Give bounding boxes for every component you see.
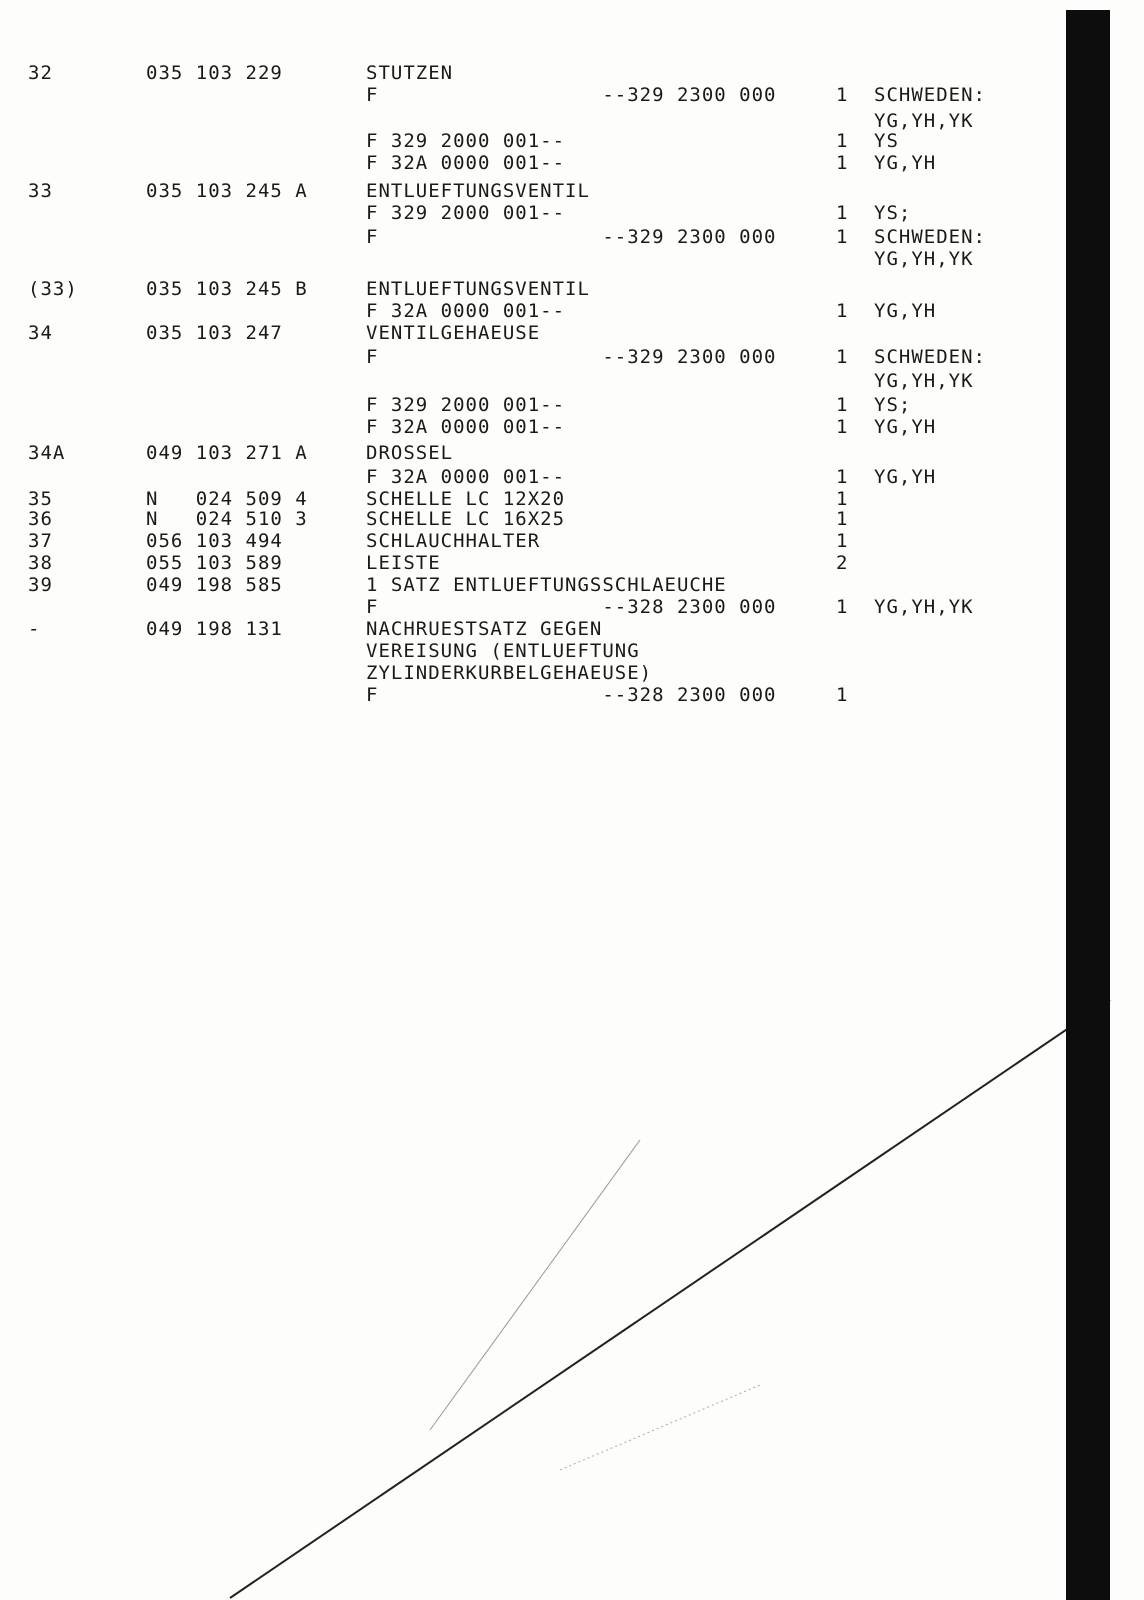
table-row [0,530,1060,552]
table-row [0,110,1060,132]
cell-desc: DROSSEL [366,442,454,464]
cell-note: YG,YH,YK [874,248,974,270]
cell-desc: F 32A 0000 001-- [366,300,566,322]
cell-part: 049 198 131 [146,618,283,640]
cell-pos: 34A [28,442,66,464]
table-row [0,62,1060,84]
table-row [0,226,1060,248]
table-row [0,574,1060,596]
cell-desc: LEISTE [366,552,441,574]
cell-desc: ENTLUEFTUNGSVENTIL [366,278,590,300]
cell-qty: 1 [836,346,849,368]
cell-desc: SCHELLE LC 12X20 [366,488,566,510]
cell-note: YG,YH,YK [874,110,974,132]
table-row [0,596,1060,618]
table-row [0,370,1060,392]
cell-part: N 024 510 3 [146,508,308,530]
table-row [0,84,1060,106]
cell-note: YG,YH,YK [874,370,974,392]
table-row [0,300,1060,322]
cell-note: YG,YH [874,300,937,322]
cell-pos: 34 [28,322,53,344]
cell-part: 055 103 589 [146,552,283,574]
cell-desc: F 329 2000 001-- [366,202,566,224]
table-row [0,466,1060,488]
cell-pos: 37 [28,530,53,552]
cell-pos: 32 [28,62,53,84]
cell-part: 035 103 245 B [146,278,308,300]
cell-qty: 1 [836,684,849,706]
cell-part: N 024 509 4 [146,488,308,510]
cell-qty: 2 [836,552,849,574]
scan-edge-bar [1066,10,1110,1600]
cell-part: 056 103 494 [146,530,283,552]
cell-desc: F 329 2000 001-- [366,394,566,416]
table-row [0,346,1060,368]
table-row [0,322,1060,344]
cell-pos: (33) [28,278,78,300]
cell-note: SCHWEDEN: [874,346,986,368]
cell-note: YS; [874,394,912,416]
cell-desc: F 32A 0000 001-- [366,152,566,174]
cell-pos: 36 [28,508,53,530]
table-row [0,488,1060,510]
cell-note: SCHWEDEN: [874,84,986,106]
cell-pos: 33 [28,180,53,202]
cell-desc: F --328 2300 000 [366,684,777,706]
cell-pos: 35 [28,488,53,510]
table-row [0,394,1060,416]
table-row [0,684,1060,706]
cell-note: YG,YH [874,416,937,438]
cell-pos: - [28,618,41,640]
cell-qty: 1 [836,152,849,174]
cell-desc: SCHELLE LC 16X25 [366,508,566,530]
cell-pos: 39 [28,574,53,596]
table-row [0,552,1060,574]
cell-part: 035 103 229 [146,62,283,84]
cell-qty: 1 [836,508,849,530]
cell-desc: F --329 2300 000 [366,84,777,106]
table-row [0,130,1060,152]
cell-part: 049 103 271 A [146,442,308,464]
cell-qty: 1 [836,596,849,618]
table-row [0,202,1060,224]
cell-desc: F --328 2300 000 [366,596,777,618]
table-row [0,180,1060,202]
cell-note: YG,YH,YK [874,596,974,618]
table-row [0,662,1060,684]
cell-qty: 1 [836,300,849,322]
cell-desc: ENTLUEFTUNGSVENTIL [366,180,590,202]
table-row [0,618,1060,640]
cell-desc: NACHRUESTSATZ GEGEN [366,618,603,640]
cell-desc: F --329 2300 000 [366,346,777,368]
cell-desc: VENTILGEHAEUSE [366,322,541,344]
cell-qty: 1 [836,530,849,552]
scan-diagonal-line [230,1000,1110,1598]
table-row [0,640,1060,662]
cell-pos: 38 [28,552,53,574]
table-row [0,508,1060,530]
cell-part: 035 103 245 A [146,180,308,202]
cell-note: YS; [874,202,912,224]
cell-note: YG,YH [874,152,937,174]
cell-part: 035 103 247 [146,322,283,344]
table-row [0,416,1060,438]
cell-desc: ZYLINDERKURBELGEHAEUSE) [366,662,653,684]
cell-part: 049 198 585 [146,574,283,596]
cell-qty: 1 [836,488,849,510]
table-row [0,278,1060,300]
cell-desc: F 32A 0000 001-- [366,466,566,488]
cell-qty: 1 [836,394,849,416]
cell-qty: 1 [836,202,849,224]
cell-desc: STUTZEN [366,62,454,84]
table-row [0,248,1060,270]
scan-dotted-line [560,1385,760,1470]
cell-desc: F --329 2300 000 [366,226,777,248]
scan-faint-line [430,1140,640,1430]
cell-qty: 1 [836,84,849,106]
cell-desc: F 32A 0000 001-- [366,416,566,438]
cell-qty: 1 [836,226,849,248]
cell-qty: 1 [836,466,849,488]
cell-desc: SCHLAUCHHALTER [366,530,541,552]
table-row [0,442,1060,464]
cell-note: SCHWEDEN: [874,226,986,248]
cell-qty: 1 [836,416,849,438]
cell-desc: VEREISUNG (ENTLUEFTUNG [366,640,640,662]
cell-note: YS [874,130,899,152]
cell-desc: 1 SATZ ENTLUEFTUNGSSCHLAEUCHE [366,574,727,596]
cell-desc: F 329 2000 001-- [366,130,566,152]
table-row [0,152,1060,174]
cell-qty: 1 [836,130,849,152]
cell-note: YG,YH [874,466,937,488]
